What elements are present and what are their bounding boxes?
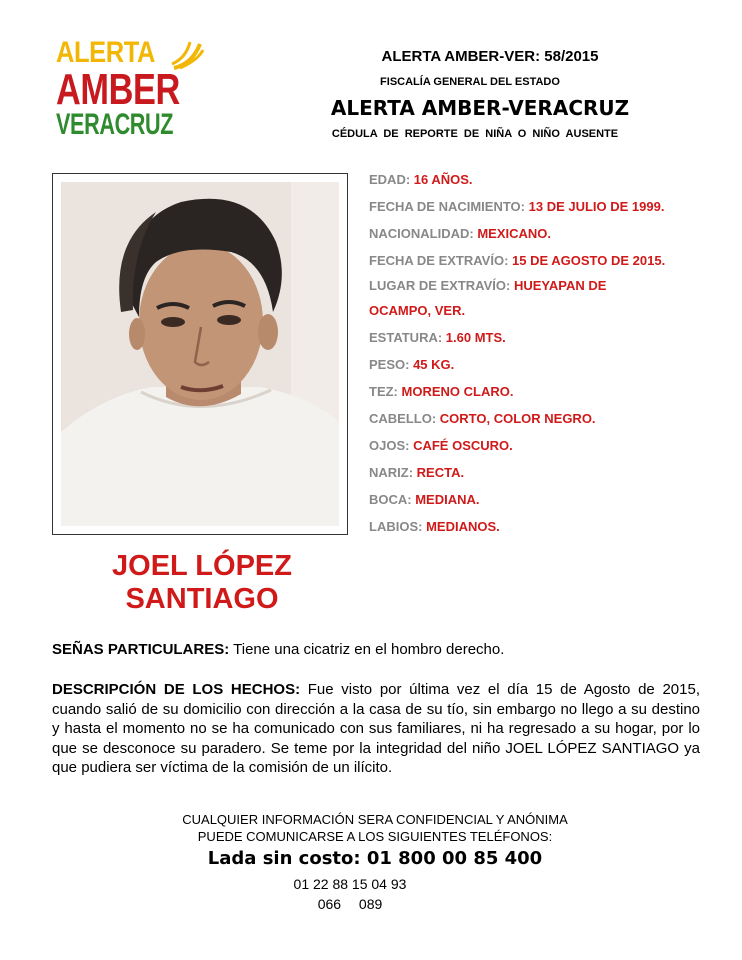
detail-value: MEDIANA.	[415, 492, 480, 507]
description-label: DESCRIPCIÓN DE LOS HECHOS:	[52, 681, 301, 698]
detail-value: MEXICANO.	[477, 226, 551, 241]
detail-label: NARIZ:	[369, 465, 417, 480]
event-description	[52, 680, 700, 778]
missing-person-name	[52, 550, 352, 616]
detail-row	[369, 172, 473, 187]
detail-row	[369, 199, 664, 214]
contact-notice	[120, 811, 630, 845]
detail-value: 13 DE JULIO DE 1999.	[528, 199, 665, 214]
swoosh-icon	[170, 38, 206, 72]
detail-value: 1.60 MTS.	[445, 330, 506, 345]
detail-value: RECTA.	[416, 465, 465, 480]
detail-value: MEDIANOS.	[426, 519, 500, 534]
contact-line: PUEDE COMUNICARSE A LOS SIGUIENTES TELÉFONOS:	[197, 829, 553, 844]
detail-row	[369, 278, 606, 293]
detail-row	[369, 330, 506, 345]
description-text: Fue visto por última vez el día 15 de Agosto de 2015, cuando salió de su domicilio con dirección a la casa de su tío, sin embargo no llego a su destino y hasta el momento no se ha comunicado con sus familiares, ni ha regresado a su hogar, por lo que se desconoce su paradero. Se teme por la integridad del niño JOEL LÓPEZ SANTIAGO ya que pudiera ser víctima de la comisión de un ilícito.	[52, 681, 700, 776]
distinguishing-marks	[52, 640, 700, 660]
detail-value: MORENO CLARO.	[401, 384, 514, 399]
detail-label: BOCA:	[369, 492, 416, 507]
detail-value: CORTO, COLOR NEGRO.	[439, 411, 596, 426]
alerta-amber-logo	[56, 38, 206, 142]
toll-free-number: Lada sin costo: 01 800 00 85 400	[207, 848, 543, 869]
name-line-1: JOEL LÓPEZ	[112, 550, 292, 582]
detail-value: 45 KG.	[413, 357, 455, 372]
page-title: ALERTA AMBER-VERACRUZ	[330, 96, 630, 120]
detail-value: 15 DE AGOSTO DE 2015.	[512, 253, 666, 268]
logo-text-veracruz: VERACRUZ	[56, 108, 174, 141]
detail-row	[369, 411, 596, 426]
portrait-illustration	[61, 182, 339, 526]
missing-person-photo	[61, 182, 339, 526]
detail-value: CAFÉ OSCURO.	[413, 438, 513, 453]
detail-label: PESO:	[369, 357, 414, 372]
detail-row	[369, 226, 551, 241]
detail-label: FECHA DE NACIMIENTO:	[369, 199, 529, 214]
detail-row	[369, 519, 500, 534]
detail-label: FECHA DE EXTRAVÍO:	[369, 253, 513, 268]
detail-label: ESTATURA:	[369, 330, 446, 345]
logo-text-amber: AMBER	[56, 65, 180, 114]
detail-row	[369, 384, 513, 399]
detail-label: NACIONALIDAD:	[369, 226, 478, 241]
detail-label: OJOS:	[369, 438, 414, 453]
detail-label: LUGAR DE EXTRAVÍO:	[369, 278, 514, 293]
detail-label: CABELLO:	[369, 411, 440, 426]
detail-row	[369, 357, 454, 372]
detail-row	[369, 465, 464, 480]
name-line-2: SANTIAGO	[125, 583, 279, 615]
detail-label: EDAD:	[369, 172, 414, 187]
detail-row	[369, 438, 513, 453]
detail-value: HUEYAPAN DE	[513, 278, 607, 293]
detail-row	[369, 253, 665, 268]
detail-row	[369, 492, 480, 507]
detail-value: 16 AÑOS.	[413, 172, 473, 187]
detail-label: LABIOS:	[369, 519, 427, 534]
photo-frame	[52, 173, 348, 535]
senas-text: Tiene una cicatriz en el hombro derecho.	[229, 641, 505, 658]
senas-label: SEÑAS PARTICULARES:	[52, 641, 230, 658]
agency-name: FISCALÍA GENERAL DEL ESTADO	[380, 76, 560, 88]
confidential-line: CUALQUIER INFORMACIÓN SERA CONFIDENCIAL Y ANÓNIMA	[182, 812, 568, 827]
alert-number: ALERTA AMBER-VER: 58/2015	[381, 48, 599, 65]
emergency-numbers: 066 089	[317, 896, 383, 912]
detail-row	[369, 303, 465, 318]
logo-text-alerta: ALERTA	[56, 36, 155, 69]
page-subtitle: CÉDULA DE REPORTE DE NIÑA O NIÑO AUSENTE	[331, 128, 619, 140]
detail-label: TEZ:	[369, 384, 402, 399]
detail-value: OCAMPO, VER.	[369, 303, 466, 318]
phone-number: 01 22 88 15 04 93	[293, 876, 407, 892]
